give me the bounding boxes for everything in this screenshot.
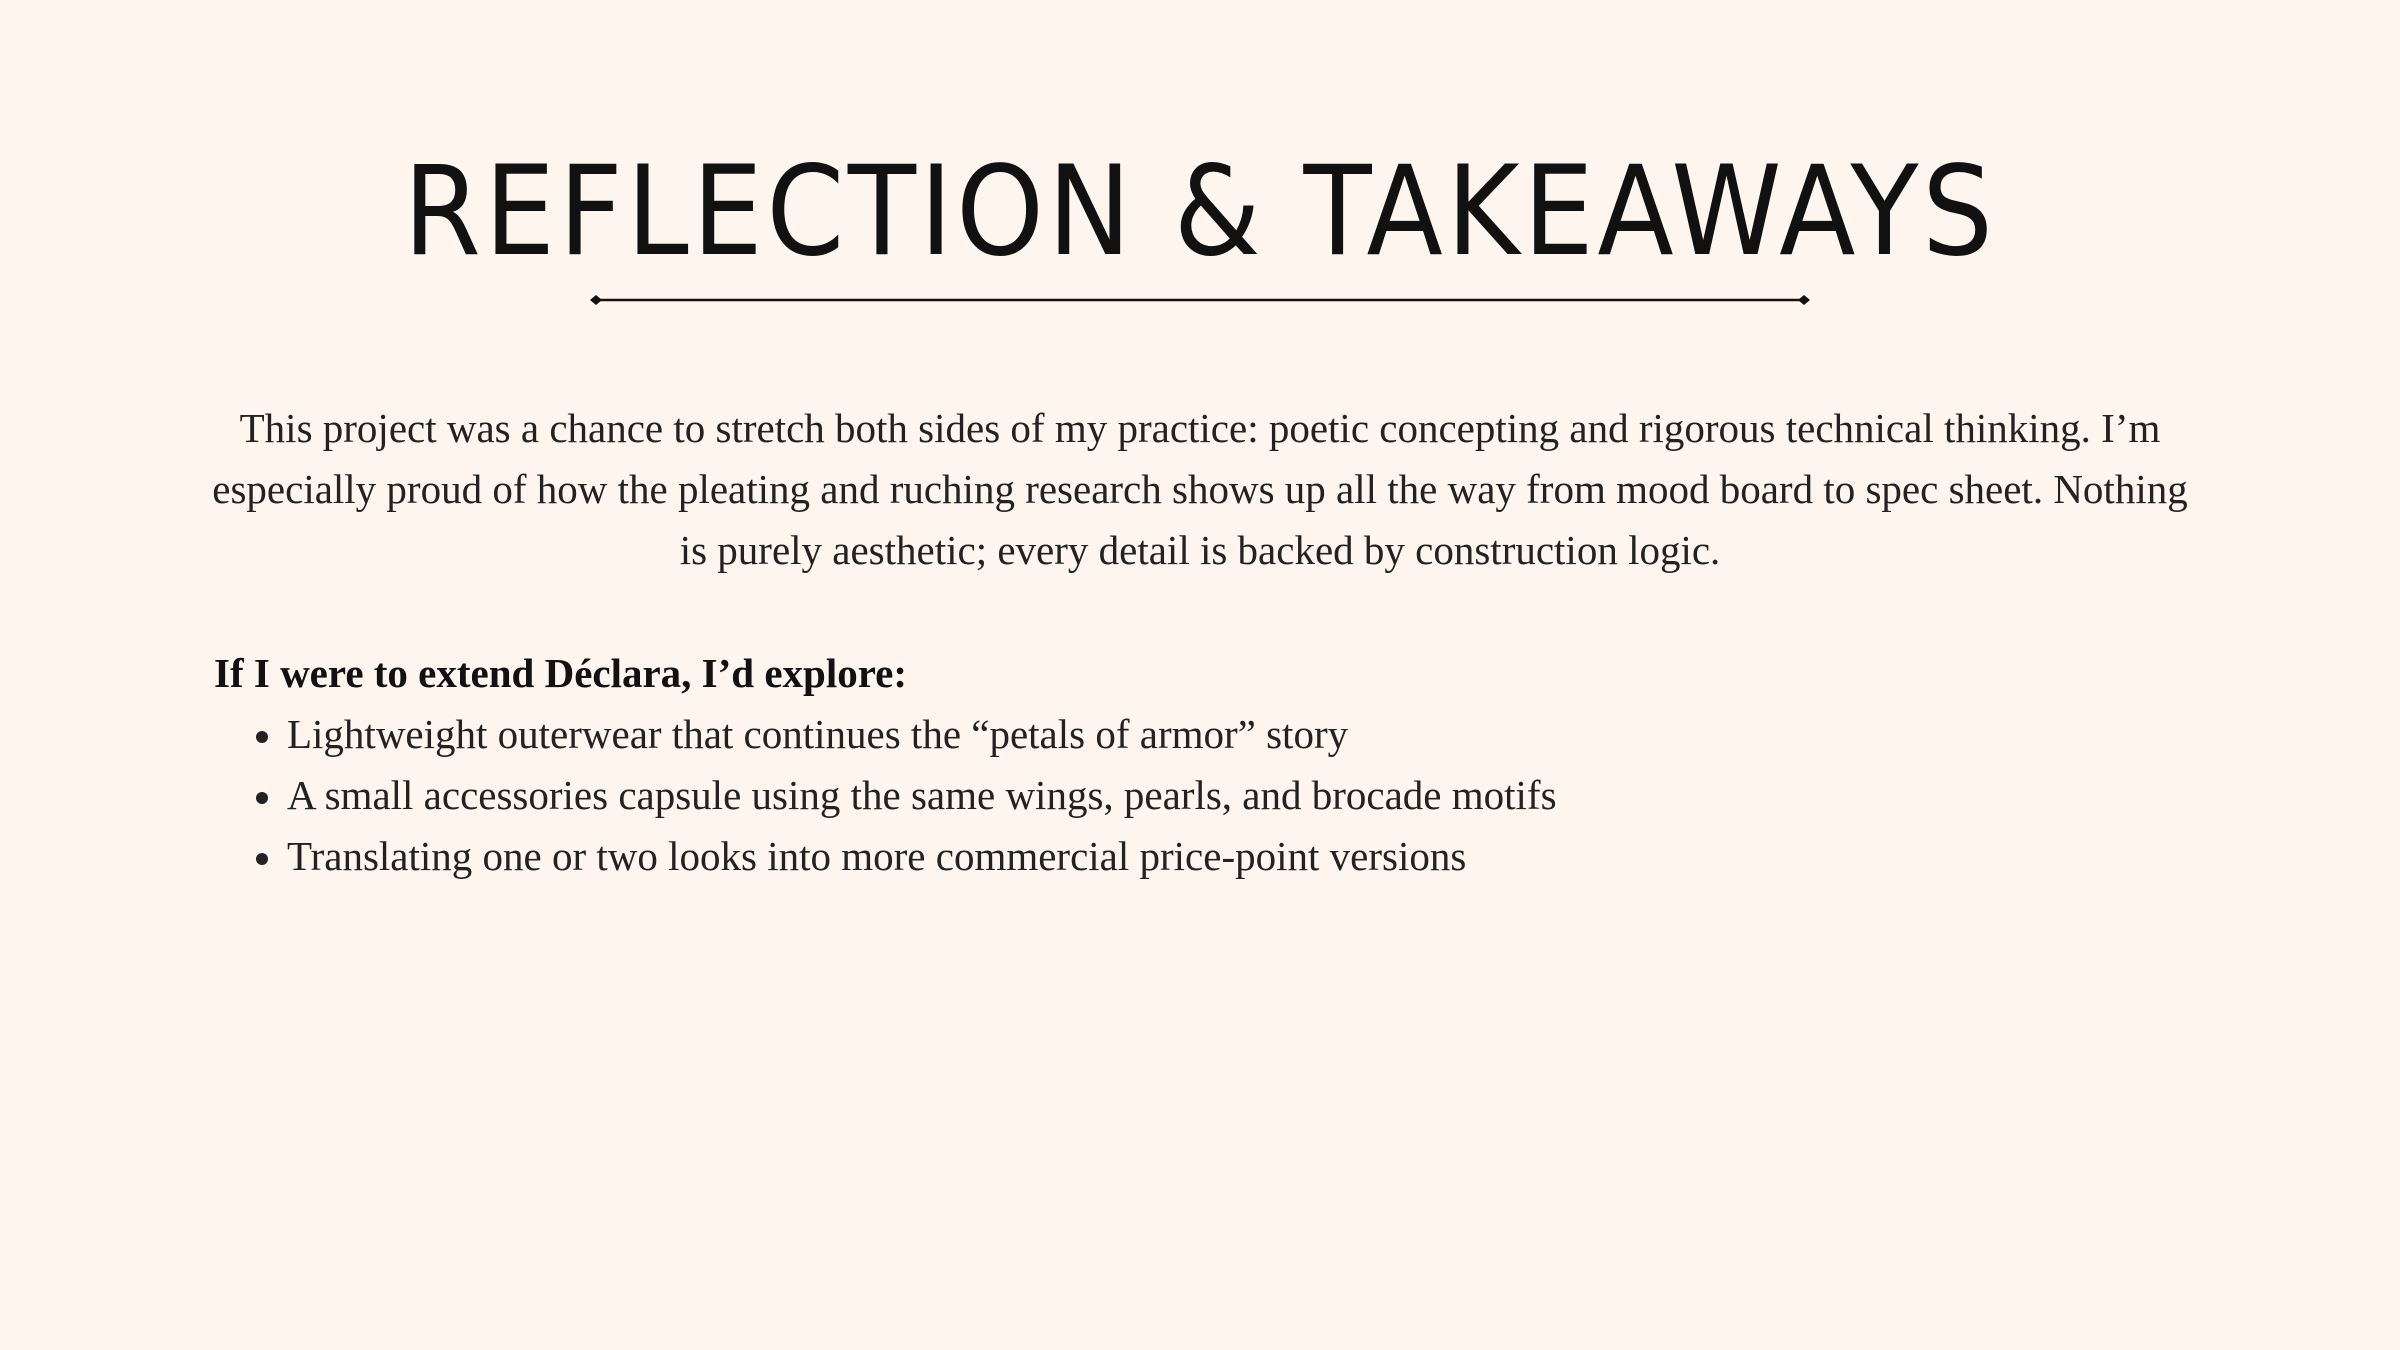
bullet-icon bbox=[256, 731, 268, 743]
body-paragraph: This project was a chance to stretch both sides of my practice: poetic concepting and rigorous technical thinking. I’m especially proud of how the pleating and ruching research shows up all the way from mood board to spec sheet. Nothing is purely aesthetic; every detail is backed by construction logic. bbox=[212, 405, 2188, 573]
title-underline bbox=[590, 290, 1810, 310]
list-item-text: Lightweight outerwear that continues the “petals of armor” story bbox=[287, 711, 1349, 757]
list-item bbox=[214, 765, 1557, 826]
list-item-text: Translating one or two looks into more commercial price-point versions bbox=[287, 833, 1467, 879]
list-item-text: A small accessories capsule using the same wings, pearls, and brocade motifs bbox=[287, 772, 1557, 818]
takeaway-list bbox=[214, 704, 1557, 887]
bullet-icon bbox=[256, 853, 268, 865]
list-item bbox=[214, 826, 1557, 887]
list-item bbox=[214, 704, 1557, 765]
page-title: REFLECTION & TAKEAWAYS bbox=[403, 140, 1997, 284]
bullet-icon bbox=[256, 792, 268, 804]
list-heading: If I were to extend Déclara, I’d explore: bbox=[214, 650, 908, 696]
